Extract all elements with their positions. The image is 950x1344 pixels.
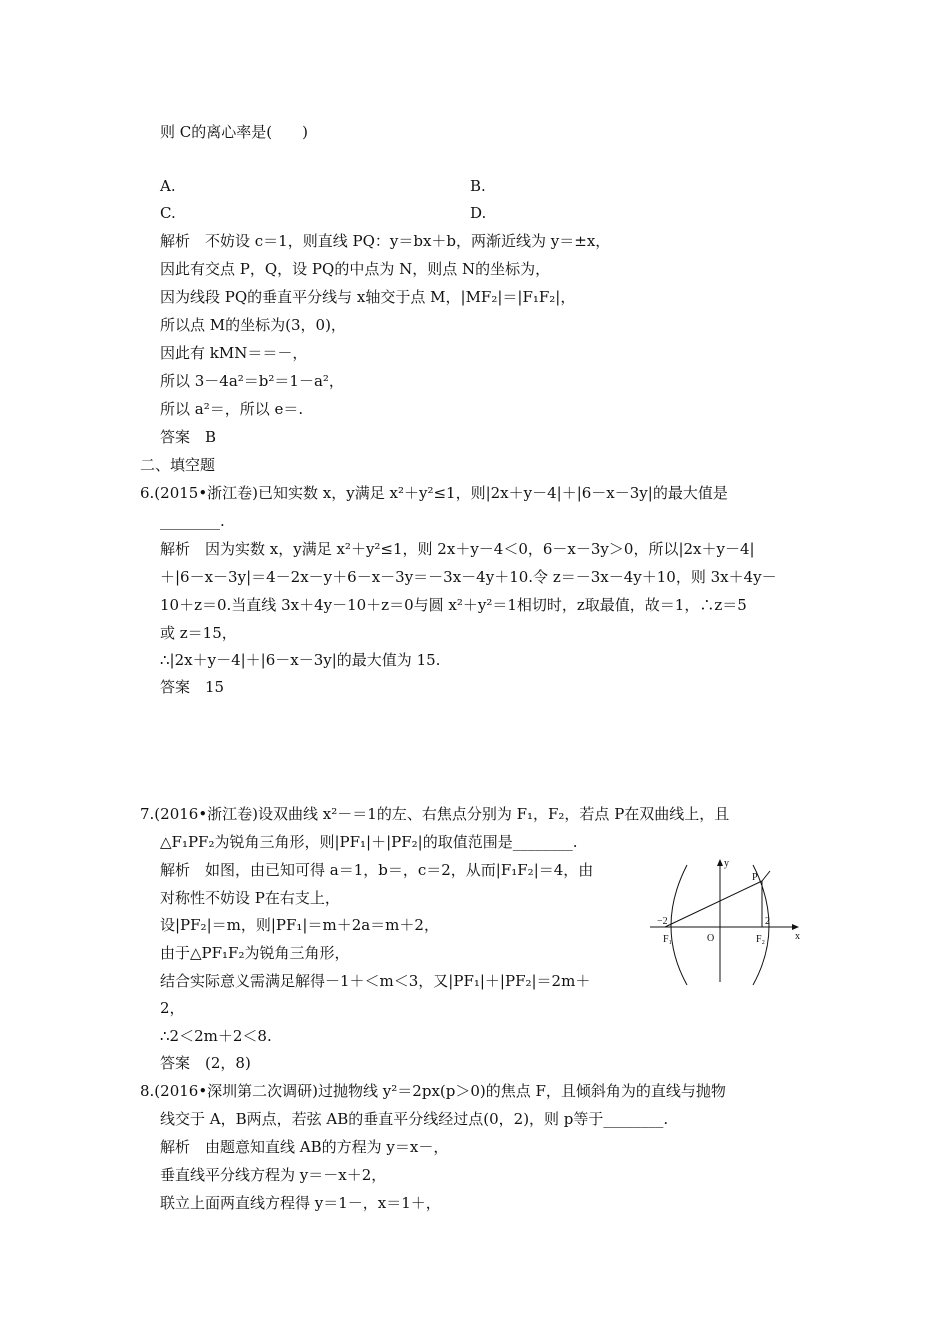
label-y: y xyxy=(724,858,729,869)
section-title: 二、填空题 xyxy=(140,456,216,474)
line-q8-sol-3: 联立上面两直线方程得 y＝1－，x＝1＋， xyxy=(160,1194,441,1212)
label-p: P xyxy=(752,872,758,883)
line-q7-sol-3: 设|PF₂|＝m，则|PF₁|＝m＋2a＝m＋2， xyxy=(160,916,439,934)
line-q7-sol-2: 对称性不妨设 P在右支上， xyxy=(160,889,340,907)
line-q8-stem-2: 线交于 A，B两点，若弦 AB的垂直平分线经过点(0，2)，则 p等于________. xyxy=(160,1110,669,1128)
label-o: O xyxy=(707,933,715,944)
line-q5-stem: 则 C的离心率是( ) xyxy=(160,123,308,141)
line-q5-sol-5: 因此有 kMN＝＝－， xyxy=(160,344,308,362)
label-f1: F₁ xyxy=(663,934,673,945)
label-f2: F₂ xyxy=(756,934,766,945)
line-q6-stem-2: ________. xyxy=(160,512,225,530)
line-q6-sol-4: 或 z＝15， xyxy=(160,624,237,642)
line-q5-sol-3: 因为线段 PQ的垂直平分线与 x轴交于点 M，|MF₂|＝|F₁F₂|， xyxy=(160,288,576,306)
y-axis-arrow xyxy=(717,859,723,866)
line-q5-opt-b: B. xyxy=(470,177,486,195)
line-q6-sol-5: ∴|2x＋y－4|＋|6－x－3y|的最大值为 15. xyxy=(160,651,441,669)
line-q6-sol-1: 解析 因为实数 x，y满足 x²＋y²≤1，则 2x＋y－4＜0，6－x－3y＞0，所以|2x＋y－4| xyxy=(160,540,755,558)
line-q5-opt-a: A. xyxy=(160,177,176,195)
line-q6-sol-2: ＋|6－x－3y|＝4－2x－y＋6－x－3y＝－3x－4y＋10.令 z＝－3x－4y＋10，则 3x＋4y－ xyxy=(160,568,777,586)
line-q7-sol-1: 解析 如图，由已知可得 a＝1，b＝，c＝2，从而|F₁F₂|＝4，由 xyxy=(160,861,594,879)
line-q6-ans: 答案 15 xyxy=(160,678,225,696)
line-q7-sol-7: ∴2＜2m＋2＜8. xyxy=(160,1027,272,1045)
line-q7-stem-2: △F₁PF₂为锐角三角形，则|PF₁|＋|PF₂|的取值范围是________. xyxy=(160,833,578,851)
line-q8-sol-2: 垂直线平分线方程为 y＝－x＋2， xyxy=(160,1166,387,1184)
line-q7-sol-4: 由于△PF₁F₂为锐角三角形， xyxy=(160,944,350,962)
line-q5-opt-c: C. xyxy=(160,204,176,222)
line-q8-stem-1: 8.(2016•深圳第二次调研)过抛物线 y²＝2px(p＞0)的焦点 F，且倾斜角为的直线与抛物 xyxy=(140,1082,726,1100)
line-q5-sol-6: 所以 3－4a²＝b²＝1－a²， xyxy=(160,372,344,390)
x-axis-arrow xyxy=(792,924,799,930)
line-q7-sol-6: 2， xyxy=(160,999,185,1017)
label-x: x xyxy=(795,931,800,942)
hyperbola-left-branch xyxy=(671,865,687,985)
line-q8-sol-1: 解析 由题意知直线 AB的方程为 y＝x－， xyxy=(160,1138,449,1156)
line-q6-stem-1: 6.(2015•浙江卷)已知实数 x，y满足 x²＋y²≤1，则|2x＋y－4|＋|6－x－3y|的最大值是 xyxy=(140,484,728,502)
hyperbola-figure xyxy=(645,857,810,987)
line-q7-stem-1: 7.(2016•浙江卷)设双曲线 x²－＝1的左、右焦点分别为 F₁，F₂，若点 P在双曲线上，且 xyxy=(140,805,730,823)
line-q5-sol-2: 因此有交点 P，Q，设 PQ的中点为 N，则点 N的坐标为， xyxy=(160,260,551,278)
line-q5-sol-7: 所以 a²＝，所以 e＝. xyxy=(160,400,304,418)
line-through-p xyxy=(762,871,770,881)
line-q6-sol-3: 10＋z＝0.当直线 3x＋4y－10＋z＝0与圆 x²＋y²＝1相切时，z取最值，故＝1，∴z＝5 xyxy=(160,596,747,614)
line-q7-sol-5: 结合实际意义需满足解得－1＋＜m＜3，又|PF₁|＋|PF₂|＝2m＋ xyxy=(160,972,591,990)
label-neg2: −2 xyxy=(657,916,668,927)
label-2: 2 xyxy=(765,916,770,927)
line-q5-ans: 答案 B xyxy=(160,428,217,446)
line-q5-sol-4: 所以点 M的坐标为(3，0)， xyxy=(160,316,346,334)
line-q7-ans: 答案 (2，8) xyxy=(160,1054,251,1072)
line-q5-opt-d: D. xyxy=(470,204,487,222)
segment-f1-p xyxy=(665,881,762,927)
line-q5-sol-1: 解析 不妨设 c＝1，则直线 PQ：y＝bx＋b，两渐近线为 y＝±x， xyxy=(160,232,611,250)
